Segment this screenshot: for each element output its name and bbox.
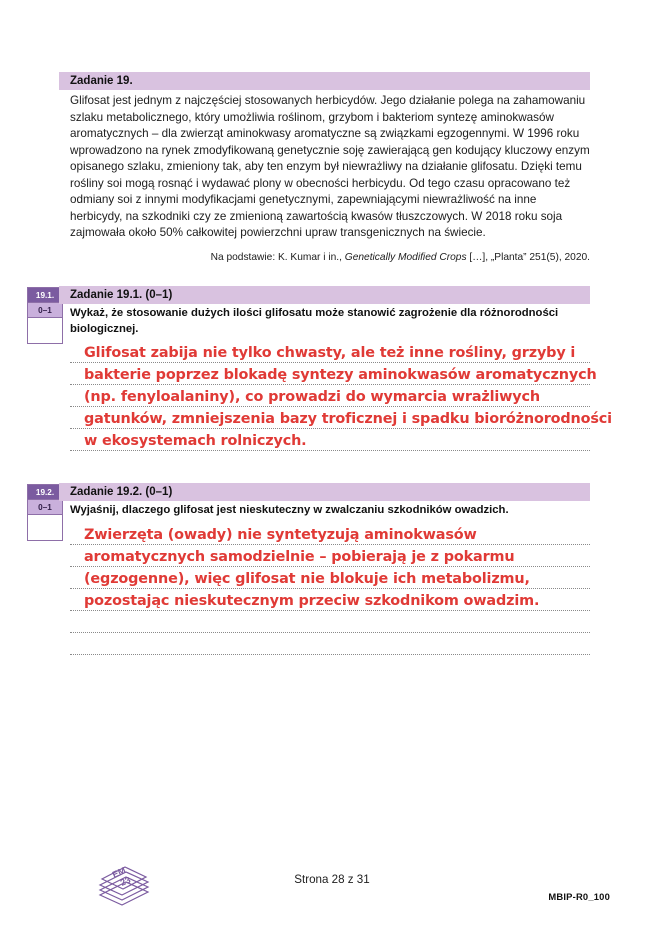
handwritten-answer-line: w ekosystemach rolniczych. [84, 433, 307, 450]
source-prefix: Na podstawie: K. Kumar i in., [210, 251, 345, 263]
source-attribution [70, 251, 590, 265]
handwritten-answer-line: Zwierzęta (owady) nie syntetyzują aminokwasów [84, 526, 477, 543]
answer-line[interactable] [70, 406, 590, 407]
scorebox-19-1-id: 19.1. [28, 288, 62, 303]
answer-line[interactable] [70, 362, 590, 363]
task-19-stimulus-text [70, 93, 590, 242]
svg-text:23: 23 [118, 874, 132, 888]
exam-code: MBIP-R0_100 [548, 891, 610, 902]
task-19-heading: Zadanie 19. [59, 72, 590, 90]
handwritten-answer-line: (egzogenne), więc glifosat nie blokuje ich metabolizmu, [84, 570, 530, 587]
task-19-1-answer-area[interactable] [70, 341, 612, 461]
scorebox-19-2-mark-field[interactable] [28, 515, 62, 540]
page-number: Strona 28 z 31 [294, 873, 370, 886]
scorebox-19-2-range: 0–1 [28, 500, 62, 515]
source-suffix: […], „Planta” 251(5), 2020. [466, 251, 590, 263]
handwritten-answer-line: (np. fenyloalaniny), co prowadzi do wymarcia wrażliwych [84, 389, 541, 406]
task-19-1 [70, 286, 612, 461]
answer-line[interactable] [70, 588, 590, 589]
task-19-2-prompt: Wyjaśnij, dlaczego glifosat jest nieskuteczny w zwalczaniu szkodników owadzich. [70, 504, 509, 516]
answer-line[interactable] [70, 544, 590, 545]
handwritten-answer-line: aromatycznych samodzielnie – pobierają je z pokarmu [84, 548, 515, 565]
scorebox-19-2 [27, 484, 63, 541]
answer-line[interactable] [70, 384, 590, 385]
source-title: Genetically Modified Crops [344, 251, 467, 263]
scorebox-19-2-id: 19.2. [28, 485, 62, 500]
task-19-2-answer-area[interactable] [70, 523, 590, 665]
handwritten-answer-line: gatunków, zmniejszenia bazy troficznej i spadku bioróżnorodności [84, 411, 612, 428]
task-19-2-heading: Zadanie 19.2. (0–1) [59, 483, 590, 501]
handwritten-answer-line: bakterie poprzez blokadę syntezy aminokwasów aromatycznych [84, 367, 597, 384]
task-19-2 [70, 483, 590, 665]
answer-line[interactable] [70, 450, 590, 451]
task-19-1-prompt: Wykaż, że stosowanie dużych ilości glifosatu może stanowić zagrożenie dla różnorodności biologicznej. [70, 307, 559, 335]
stimulus-paragraph: Glifosat jest jednym z najczęściej stosowanych herbicydów. Jego działanie polega na zahamowaniu szlaku metabolicznego, który umożliwia roślinom, grzybom i bakteriom syntezę aminokwasów aromatycznych – dla zwierząt aminokwasy aromatyczne są związkami egzogennymi. W 1996 roku wprowadzono na rynek zmodyfikowaną genetycznie soję zawierającą gen kodujący kluczowy enzym opisanego szlaku, zmieniony tak, aby ten enzym był niewrażliwy na działanie glifosatu. Dzięki temu rośliny soi mogą rosnąć i wydawać plony w obecności herbicydu. Od tego czasu opracowano też odmiany soi z innymi modyfikacjami genetycznymi, zapewniającymi niewrażliwość na inne herbicydy, na szkodniki czy ze zmienioną zawartością kwasów tłuszczowych. W 2018 roku soja zajmowała około 50% całkowitej powierzchni upraw transgenicznych na świecie. [70, 94, 590, 240]
scorebox-19-1-mark-field[interactable] [28, 318, 62, 343]
answer-line[interactable] [70, 566, 590, 567]
scorebox-19-1-range: 0–1 [28, 303, 62, 318]
answer-line[interactable] [70, 654, 590, 655]
answer-line[interactable] [70, 610, 590, 611]
answer-line[interactable] [70, 428, 590, 429]
exam-stacked-sheets-logo [96, 864, 152, 908]
scorebox-19-1 [27, 287, 63, 344]
svg-text:EM: EM [110, 865, 128, 880]
answer-line[interactable] [70, 632, 590, 633]
task-19-intro [70, 72, 590, 265]
task-19-1-heading: Zadanie 19.1. (0–1) [59, 286, 590, 304]
handwritten-answer-line: pozostając nieskutecznym przeciw szkodnikom owadzim. [84, 592, 540, 609]
handwritten-answer-line: Glifosat zabija nie tylko chwasty, ale też inne rośliny, grzyby i [84, 345, 576, 362]
